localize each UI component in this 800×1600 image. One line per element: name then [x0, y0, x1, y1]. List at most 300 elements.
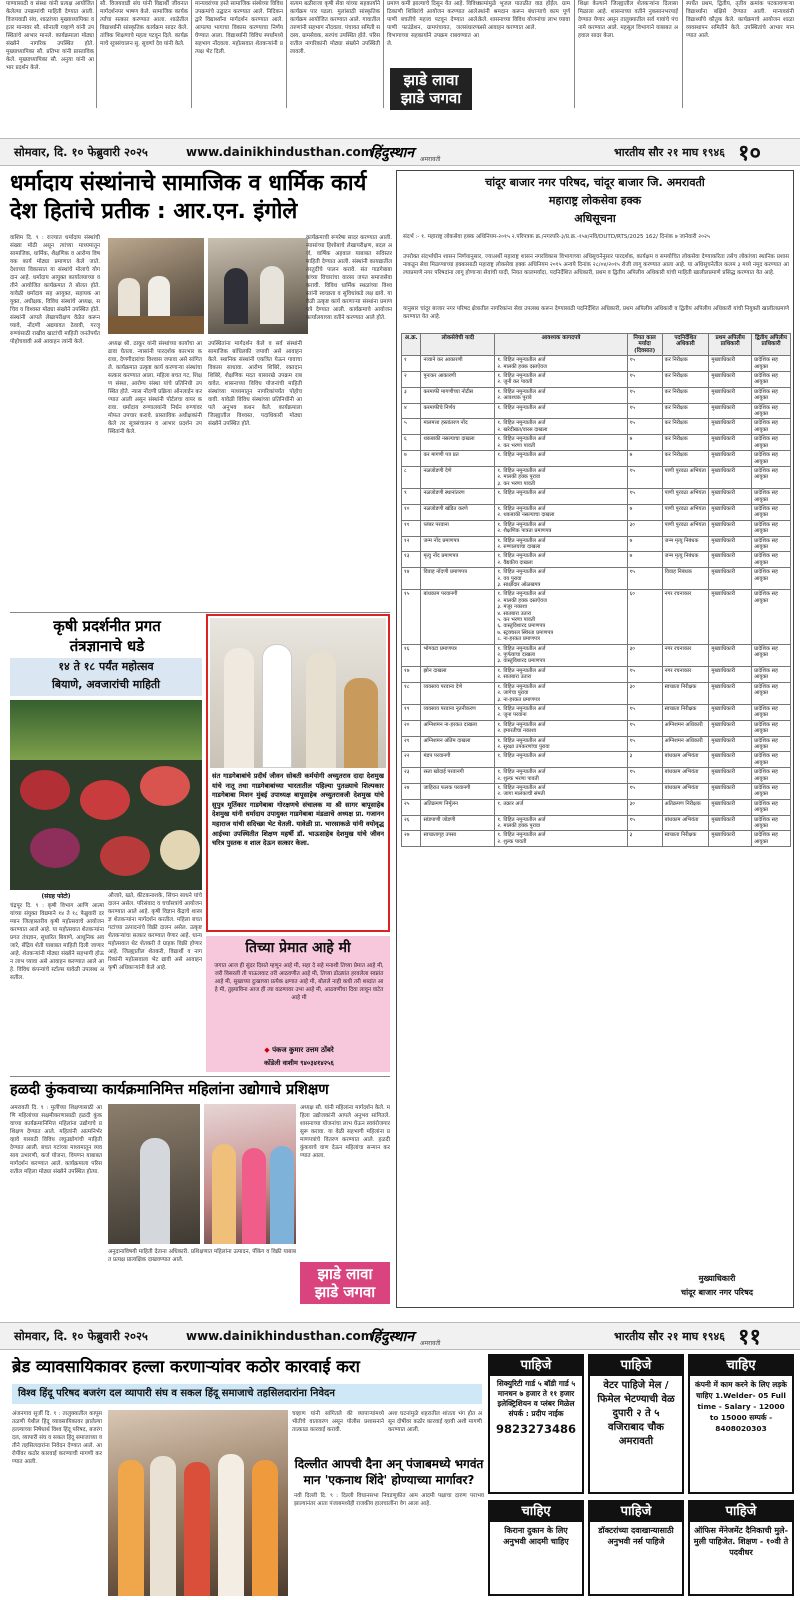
- poem-box: [206, 936, 390, 1072]
- notice-table-cell: मुख्याधिकारी: [709, 372, 752, 388]
- ad2-body: वेटर पाहिजे मेल / फिमेल भेटण्याची वेळ दुपारी २ ते ५ वजिराबाद चौक अमरावती: [597, 1380, 675, 1447]
- notice-table-cell: नळजोडणी देणे: [421, 466, 495, 488]
- notice-table-cell: १५: [627, 372, 662, 388]
- notice-table-cell: प्रादेशिक सह आयुक्त: [752, 536, 791, 552]
- haldi-column-1: अमरावती दि. ९ : मुलींच्या शिक्षणासाठी आणि महिलांच्या सक्षमीकरणासाठी हळदी कुंकवाच्या कार्यक्रमानिमित्त महिलांना उद्योगाचे प्रशिक्षण देण्यात आले. महिलांनी आत्मनिर्भर व्हावे यासाठी विविध लघुउद्योगांची माहिती देण्यात आली. बचत गटांच्या माध्यमातून व्यवसाय उभारणी, कर्ज योजना, विपणन याबाबत मार्गदर्शन करण्यात आले. कार्यक्रमाला परिसरातील महिला मोठ्या संख्येने उपस्थित होत्या.: [10, 1105, 102, 1175]
- delhi-headline: दिल्लीत आपची दैना अन् पंजाबमध्ये भगवंत मान 'एकनाथ शिंदे' होण्याच्या मार्गावर?: [294, 1457, 484, 1487]
- page2-number: ११: [738, 1325, 761, 1350]
- top-column-3: मान्यवरांच्या हस्ते सामाजिक संस्थेच्या विविध उपक्रमांचे उद्घाटन करण्यात आले. निदिकन द्वारे विद्यार्थ्यांना मार्गदर्शन करण्यात आले. आपल्या भागाचा विकास करण्याचा निर्णय घेण्यात आला. विद्यार्थ्यांनी विविध स्पर्धांमध्ये सहभाग नोंदवला. महोत्सवात शेतकऱ्यांनी प्रत्यक्ष भेट दिली.: [195, 1, 283, 55]
- notice-table-cell: मुख्याधिकारी: [709, 682, 752, 704]
- ad3-body: कंपनी में काम करने के लिए लड़के चाहिए 1.Welder- 05 Full time - Salary - 12000 to 15000 सम्पर्क - 8408020303: [695, 1380, 787, 1433]
- krushi-headline-line-2: तंत्रज्ञानाचे धडे: [69, 637, 145, 655]
- notice-table-cell: प्रादेशिक सह आयुक्त: [752, 466, 791, 488]
- notice-table-cell: १९: [402, 704, 421, 720]
- notice-sign-body: चांदूर बाजार नगर परिषद: [681, 1288, 753, 1297]
- notice-table-cell: प्रादेशिक सह आयुक्त: [752, 552, 791, 568]
- notice-table-cell: प्रादेशिक सह आयुक्त: [752, 520, 791, 536]
- notice-table-row: [402, 799, 791, 815]
- notice-table-cell: ३०: [627, 520, 662, 536]
- notice-table-cell: ७: [627, 552, 662, 568]
- notice-table-cell: मुख्याधिकारी: [709, 752, 752, 768]
- notice-table-cell: नगर रचनाकार: [662, 590, 709, 644]
- notice-table-cell: २१: [402, 736, 421, 752]
- notice-table-cell: १५: [402, 590, 421, 644]
- ad5-body: डॉक्टरांच्या दवाखान्यासाठी अनुभवी नर्स पाहिजे: [598, 1526, 674, 1546]
- notice-table-cell: कर निरीक्षक: [662, 387, 709, 403]
- notice-table-cell: अतिक्रमण निर्मूलन: [421, 799, 495, 815]
- notice-table-cell: १. विहित नमुन्यातील अर्ज २. शुल्क पावती: [495, 831, 627, 847]
- notice-table-cell: प्रादेशिक सह आयुक्त: [752, 419, 791, 435]
- notice-table-cell: प्रादेशिक सह आयुक्त: [752, 372, 791, 388]
- ad1-heading: पाहिजे: [490, 1356, 582, 1376]
- notice-table-cell: ३: [627, 752, 662, 768]
- notice-table-cell: १. विहित नमुन्यातील अर्ज: [495, 451, 627, 467]
- header2-date: सोमवार, दि. १० फेब्रुवारी २०२५: [14, 1328, 148, 1343]
- header-date: सोमवार, दि. १० फेब्रुवारी २०२५: [14, 144, 148, 159]
- notice-table-cell: ११: [402, 520, 421, 536]
- bread-headline: ब्रेड व्यावसायिकावर हल्ला करणाऱ्यांवर कठोर कारवाई करा: [12, 1357, 360, 1376]
- notice-table-cell: १५: [627, 815, 662, 831]
- notice-table-cell: १. विहित नमुन्यातील अर्ज २. खरेदीखत/वारस दाखला: [495, 419, 627, 435]
- notice-table-cell: ५: [402, 419, 421, 435]
- notice-table-cell: १. विहित नमुन्यातील अर्ज २. मालकी हक्क पुरावा: [495, 815, 627, 831]
- notice-table-cell: १३: [402, 552, 421, 568]
- notice-table-cell: नव्याने कर आकारणी: [421, 356, 495, 372]
- notice-table-cell: मुख्याधिकारी: [709, 704, 752, 720]
- notice-table-cell: ३०: [627, 644, 662, 666]
- notice-table-cell: बांधकाम अभियंता: [662, 752, 709, 768]
- notice-table-row: [402, 590, 791, 644]
- notice-table-cell: १. विहित नमुन्यातील अर्ज: [495, 403, 627, 419]
- notice-table-cell: १. विहित नमुन्यातील अर्ज २. शुल्क भरणा पावती: [495, 768, 627, 784]
- notice-table-row: [402, 752, 791, 768]
- notice-table-cell: मुख्याधिकारी: [709, 590, 752, 644]
- notice-table-cell: १५: [627, 720, 662, 736]
- classified-ad-6: [688, 1500, 794, 1596]
- notice-table-cell: १५: [627, 783, 662, 799]
- top-column-2: सौ. विजयवाडी संघ यांनी विद्यार्थी जीवनात मार्गदर्शनपर भाषण केले. सामाजिक कार्यकर्त्यांचा सत्कार करण्यात आला. शाळेतील विद्यार्थ्यांनी सांस्कृतिक कार्यक्रम सादर केले. तांत्रिक शिक्षणाचे महत्व पटवून दिले. कार्यक्रमाचे सूत्रसंचालन सु. सुवर्णा देव यांनी केले.: [100, 1, 188, 47]
- notice-table-cell: ७: [402, 451, 421, 467]
- notice-table-cell: १७: [402, 666, 421, 682]
- notice-table-cell: १. विहित नमुन्यातील अर्ज २. मालकी हक्क पुरावा ३. कर भरणा पावती: [495, 466, 627, 488]
- notice-table-cell: बांधकाम परवानगी: [421, 590, 495, 644]
- notice-references: संदर्भ :- १. महाराष्ट्र लोकसेवा हक्क अधिनियम-२०१५ २.परिपत्रक क्र./नगरपरि-३/प्र.क्र.-१५४/नवि/DUTD/RTS/2025 162/ दिनांक ७ जानेवारी २०२५: [403, 234, 710, 240]
- notice-table-cell: कर निरीक्षक: [662, 403, 709, 419]
- notice-table-row: [402, 520, 791, 536]
- krushi-column-1: चंद्रपूर दि. ९ : कृषी विभाग आणि आत्मा यांच्या संयुक्त विद्यमाने १४ ते १८ फेब्रुवारी दरम्यान जिल्हास्तरीय कृषी महोत्सवाचे आयोजन करण्यात आले आहे. या महोत्सवात शेतकऱ्यांना प्रगत तंत्रज्ञान, सुधारित बियाणे, आधुनिक अवजारे, सेंद्रिय शेती याबाबत माहिती दिली जाणार आहे. शेतकऱ्यांनी मोठ्या संख्येने सहभागी होऊन लाभ घ्यावा असे आवाहन करण्यात आले आहे. विविध कंपन्यांचे स्टॉल्स यावेळी उपलब्ध असतील.: [10, 903, 104, 981]
- notice-table-cell: प्रादेशिक सह आयुक्त: [752, 489, 791, 505]
- notice-table-cell: नळजोडणी स्थानांतरण: [421, 489, 495, 505]
- notice-table-cell: १. विहित नमुन्यातील अर्ज २. वय पुरावा ३. साक्षीदार ओळखपत्र: [495, 568, 627, 590]
- ingole-photo-2: [208, 238, 308, 334]
- notice-table-cell: ७: [627, 435, 662, 451]
- bread-column-1: अंजनगाव सुर्जी दि. ९ : तालुक्यातील कापूसतळणी येथील हिंदू व्यावसायिकावर झालेल्या हल्ल्याच्या निषेधार्थ विश्व हिंदू परिषद, बजरंग दल, व्यापारी संघ व सकल हिंदू समाजाच्या वतीने तहसिलदारांना निवेदन देण्यात आले. आरोपींवर कठोर कारवाई करण्याची मागणी करण्यात आली.: [12, 1411, 102, 1465]
- notice-table-cell: १. विहित नमुन्यातील अर्ज २. कर भरणा पावती: [495, 435, 627, 451]
- page-header-band-11: [0, 1322, 800, 1350]
- notice-table-cell: ७: [627, 504, 662, 520]
- notice-table-cell: १५: [627, 466, 662, 488]
- notice-table-cell: २७: [402, 831, 421, 847]
- notice-table-cell: मुख्याधिकारी: [709, 768, 752, 784]
- ad5-heading: पाहिजे: [590, 1502, 682, 1522]
- classified-ad-1: [488, 1354, 584, 1494]
- krushi-column-2: औजारे, खते, कीटकनाशके, सिंचन साधने यांचे दालन असेल. परिसंवाद व चर्चासत्रांचे आयोजन करण्यात आले आहे. कृषी विज्ञान केंद्राचे शास्त्रज्ञ शेतकऱ्यांना मार्गदर्शन करतील. महिला बचत गटांच्या उत्पादनांचे विक्री दालन असेल. उत्कृष्ट शेतकऱ्यांचा सत्कार करण्यात येणार आहे. धान्य महोत्सवात थेट शेतकरी ते ग्राहक विक्री होणार आहे. जिल्ह्यातील शेतकरी, विद्यार्थी व नागरिकांनी महोत्सवाला भेट द्यावी असे आवाहन कृषी अधिकाऱ्यांनी केले आहे.: [108, 893, 202, 971]
- top-column-6: कामांमुळे भूजल पातळीत वाढ होईल. ग्रामस्थांनी श्रमदान करून बंधाऱ्याचे काम पूर्ण केले. शासनाच्या विविध योजनांचा लाभ घ्यावा असे आवाहन करण्यात आले.: [478, 1, 570, 31]
- notice-table-cell: प्रादेशिक सह आयुक्त: [752, 768, 791, 784]
- newspaper-logo: हिंदुस्थान: [370, 144, 415, 161]
- top-column-5: प्रमाण कमी झाल्याचे दिसून येत आहे. विविध ठिकाणी शिबिरांचे आयोजन करण्यात आले. पाणी बचतीचे महत्त्व पटवून देण्यात आले. पाणी फाउंडेशन, ग्रामपंचायत, जलसंधारण विभागाच्या सहकार्याने उपक्रम राबवण्यात आले.: [387, 1, 479, 47]
- notice-table-header: अ.क्र.: [402, 334, 421, 356]
- notice-table-cell: मुख्याधिकारी: [709, 451, 752, 467]
- notice-table-cell: प्रादेशिक सह आयुक्त: [752, 736, 791, 752]
- notice-table-cell: २: [402, 372, 421, 388]
- bottom-slogan-line-2: झाडे जगवा: [314, 1283, 376, 1301]
- notice-table-cell: मंडप परवानगी: [421, 752, 495, 768]
- notice-table-row: [402, 568, 791, 590]
- notice-table-row: [402, 419, 791, 435]
- notice-table-cell: मुख्याधिकारी: [709, 552, 752, 568]
- notice-table-cell: प्रादेशिक सह आयुक्त: [752, 356, 791, 372]
- notice-table-row: [402, 704, 791, 720]
- notice-table-row: [402, 536, 791, 552]
- krushi-sub-1: १४ ते १८ पर्यंत महोत्सव: [58, 660, 154, 673]
- notice-table-cell: प्रादेशिक सह आयुक्त: [752, 644, 791, 666]
- notice-table-cell: मुख्याधिकारी: [709, 783, 752, 799]
- classified-ad-5: [588, 1500, 684, 1596]
- notice-table-cell: १८: [402, 682, 421, 704]
- notice-table-cell: प्रादेशिक सह आयुक्त: [752, 451, 791, 467]
- notice-table-cell: मुख्याधिकारी: [709, 387, 752, 403]
- notice-table-row: [402, 552, 791, 568]
- notice-table-cell: थकबाकी नसल्याचा दाखला: [421, 435, 495, 451]
- notice-table-cell: मुख्याधिकारी: [709, 504, 752, 520]
- notice-table-cell: विवाह निबंधक: [662, 568, 709, 590]
- notice-table-cell: ४: [402, 403, 421, 419]
- delhi-body: नवी दिल्ली दि. ९ : दिल्ली विधानसभा निवडणुकीत आम आदमी पक्षाचा दारुण पराभव झाल्यानंतर आता पंजाबमध्येही राजकीय हालचालींना वेग आला आहे.: [294, 1493, 484, 1507]
- gadgebaba-caption: संत गाडगेबाबांचे प्रदीर्घ जीवन सोबती कर्मयोगी अच्युतराव दादा देशमुख यांचे नातू तथा गाडगेबाबांच्या भारतातील पहिल्या पुतळ्याचे शिल्पकार गाडगेबाबा मिशन मुंबई उपाध्यक्ष बापूसाहेब अच्युतरावजी देशमुख यांचे सुपुत्र मूर्तिकार गाडगेबाबा गोरक्षणचे संचालक मा श्री सागर बापूसाहेब देशमुख यांनी धर्मादाय उपायुक्त गाडगेबाबा मंडळाचे अध्यक्ष प्रा. गजानन महाराज यांची सदिच्छा भेट घेतली. यावेळी प्रा. भारसाकळे यांनी वयोवृद्ध आईच्या उपस्थितीत शिक्षण महर्षी डॉ. भाऊसाहेब देशमुख यांचे जीवन चरित्र पुस्तक व शाल देऊन सत्कार केला.: [212, 772, 384, 848]
- poem-author-icon: ◆: [264, 1046, 273, 1054]
- ingole-photo-1: [108, 238, 204, 334]
- notice-table-cell: नगर रचनाकार: [662, 666, 709, 682]
- notice-table-row: [402, 403, 791, 419]
- classified-ad-3: [688, 1354, 794, 1494]
- bread-subheading: विश्व हिंदू परिषद बजरंग दल व्यापारी संघ व सकल हिंदू समाजाचे तहसिलदारांना निवेदन: [12, 1384, 482, 1404]
- top-column-1: पाण्यासाठी व संस्था यांनी प्रत्यक्ष आयोजित केलेल्या उपक्रमांची माहिती देण्यात आली. विजयवाडी संघ, शाळांच्या मुख्याध्यापिका व इतर मान्यवर सौ. सोनाली गव्हाणे यांनी उपस्थितांचे आभार मानले. कार्यक्रमाला मोठ्या संख्येने नागरिक उपस्थित होते. मुख्याध्यापिका सौ. प्रतिभा यांनी प्रास्ताविक केले. मुख्याध्यापिका सौ. अनुया यांनी आभार प्रदर्शन केले.: [6, 1, 94, 71]
- notice-table-cell: कर निरीक्षक: [662, 435, 709, 451]
- notice-table-cell: १४: [402, 568, 421, 590]
- krushi-headline-line-1: कृषी प्रदर्शनीत प्रगत: [53, 617, 161, 635]
- header2-website: www.dainikhindusthan.com: [186, 1329, 374, 1343]
- ad3-heading: चाहिए: [690, 1356, 792, 1376]
- notice-title: चांदूर बाजार नगर परिषद, चांदूर बाजार जि. अमरावती: [485, 176, 705, 189]
- notice-sign-title: मुख्याधिकारी: [698, 1274, 736, 1283]
- notice-table-cell: कर निरीक्षक: [662, 451, 709, 467]
- notice-table-cell: प्रादेशिक सह आयुक्त: [752, 590, 791, 644]
- header2-saur-date: भारतीय सौर २१ माघ १९४६: [614, 1329, 725, 1343]
- notice-table-cell: अग्निशमन अंतिम दाखला: [421, 736, 495, 752]
- page-header-band-10: [0, 138, 800, 166]
- ad1-body: सिक्युरिटी गार्ड ५ बॉडी गार्ड ५ मानधन ७ हजार ते ११ हजार इलेक्ट्रिशियन व प्लंबर मिळेल संपर्क : प्रदीप नाईक: [496, 1379, 576, 1418]
- notice-table-cell: प्रादेशिक सह आयुक्त: [752, 682, 791, 704]
- notice-table-cell: जन्म मृत्यु निबंधक: [662, 552, 709, 568]
- top-column-4: सत्यम बळीराजा कृषी सेवा यांच्या सहकार्याने कार्यक्रम पार पडला. मुलांसाठी सांस्कृतिक कार्यक्रम आयोजित करण्यात आले. गावातील तरुणांनी सहभाग नोंदवला. पंचायत समिती सदस्य, ग्रामसेवक, सरपंच उपस्थित होते. परिसरातील नागरिकांनी मोठ्या संख्येने उपस्थिती लावली.: [290, 1, 380, 55]
- classified-ad-4: [488, 1500, 584, 1596]
- poem-author-name: पंकज कुमार उत्तम ठोंबरे: [272, 1046, 334, 1054]
- notice-subtitle: महाराष्ट्र लोकसेवा हक्क: [548, 194, 642, 207]
- notice-table-cell: १५: [627, 768, 662, 784]
- notice-table-cell: २०: [402, 720, 421, 736]
- haldi-caption: अनुदानाविषयी माहिती देताना अधिकारी. प्रशिक्षणात महिलांना उत्पादन, पॅकिंग व विक्री याबाबत प्रत्यक्ष प्रात्यक्षिक दाखवण्यात आले.: [108, 1249, 296, 1263]
- notice-table-cell: १५: [627, 387, 662, 403]
- notice-table-cell: अग्निशमन अधिकारी: [662, 720, 709, 736]
- notice-table-cell: मुख्याधिकारी: [709, 799, 752, 815]
- notice-table-cell: मृत्यु नोंद प्रमाणपत्र: [421, 552, 495, 568]
- ingole-column-2: अध्यक्ष श्री. ठाकूर यांनी संस्थांच्या कार्याचा आढावा घेतला. न्यासांनी पारदर्शक कारभार करावा, देणगीदारांचा विश्वास जपावा असे सांगितले. कार्यक्रमात उत्कृष्ट कार्य करणाऱ्या संस्थांचा सत्कार करण्यात आला. महिला बचत गट, शिक्षण संस्था, आरोग्य संस्था यांचे प्रतिनिधी उपस्थित होते. न्यास नोंदणी प्रक्रिया ऑनलाईन करण्यात आली असून संस्थांनी पोर्टलचा वापर करावा. धर्मादाय रुग्णालयांनी निर्धन रुग्णांवर मोफत उपचार करावे. प्रास्ताविक अधीक्षकांनी केले तर सूत्रसंचालन व आभार प्रदर्शन उपस्थितांनी केले.: [108, 341, 202, 435]
- notice-table-cell: मुख्याधिकारी: [709, 520, 752, 536]
- notice-table-cell: १. विहित नमुन्यातील अर्ज २. इमारतीचा नकाशा: [495, 720, 627, 736]
- gadgebaba-photo: [210, 618, 386, 768]
- notice-table-cell: २४: [402, 783, 421, 799]
- notice-table-cell: मुख्याधिकारी: [709, 356, 752, 372]
- krushi-photo-caption: (संग्रह फोटो): [41, 893, 71, 900]
- ingole-column-4: कार्यक्रमाची रूपरेषा सादर करण्यात आली. न्यासांच्या हिशोबाचे लेखापरीक्षण, बदल अर्ज, वार्षिक अहवाल याबाबत सविस्तर माहिती देण्यात आली. संस्थांनी कायद्यातील तरतुदींचे पालन करावे. संत गाडगेबाबा यांच्या विचारांचा वारसा जपत समाजसेवा करावी. विविध धार्मिक स्थळांच्या विश्वस्तांनी स्वच्छता व सुविधांकडे लक्ष द्यावे. या वेळी उत्कृष्ट कार्य करणाऱ्या संस्थांना प्रमाणपत्रे देण्यात आली. कार्यक्रमाचे आयोजन कार्यालयाच्या वतीने करण्यात आले होते.: [306, 235, 392, 321]
- notice-table-cell: २२: [402, 752, 421, 768]
- notice-table-cell: १: [402, 356, 421, 372]
- notice-table-cell: प्रादेशिक सह आयुक्त: [752, 831, 791, 847]
- header-website: www.dainikhindusthan.com: [186, 145, 374, 159]
- notice-table-cell: कर निरीक्षक: [662, 372, 709, 388]
- top-slogan-line-1: झाडे लावा: [403, 71, 459, 89]
- notice-table-cell: १५: [627, 704, 662, 720]
- notice-table-cell: १. विहित नमुन्यातील अर्ज २. पूर्णत्वाचा दाखला ३. वास्तुविशारद प्रमाणपत्र: [495, 644, 627, 666]
- notice-table-cell: कर निरीक्षक: [662, 419, 709, 435]
- notice-table-cell: मुख्याधिकारी: [709, 736, 752, 752]
- notice-table-cell: जन्म मृत्यु निबंधक: [662, 536, 709, 552]
- notice-heading: अधिसूचना: [574, 212, 616, 225]
- notice-table-cell: प्रादेशिक सह आयुक्त: [752, 704, 791, 720]
- notice-table-cell: पाणी पुरवठा अभियंता: [662, 504, 709, 520]
- notice-table-cell: सांडपाणी जोडणी: [421, 815, 495, 831]
- ad2-heading: पाहिजे: [590, 1356, 682, 1376]
- notice-table-cell: अग्निशमन ना-हरकत दाखला: [421, 720, 495, 736]
- notice-table-cell: पाणी पुरवठा अभियंता: [662, 466, 709, 488]
- krushi-headline: [12, 616, 202, 656]
- notice-table-cell: ३०: [627, 799, 662, 815]
- notice-table-cell: पाणी पुरवठा अभियंता: [662, 520, 709, 536]
- krushi-vegetable-photo: [10, 700, 202, 890]
- haldi-headline: हळदी कुंकवाच्या कार्यक्रमानिमित्त महिलांना उद्योगाचे प्रशिक्षण: [10, 1082, 329, 1098]
- notice-table-row: [402, 435, 791, 451]
- krushi-subheading-box: [10, 658, 202, 696]
- notice-table-cell: भोगवटा प्रमाणपत्र: [421, 644, 495, 666]
- krushi-sub-2: बियाणे, अवजारांची माहिती: [51, 678, 161, 691]
- notice-table-cell: मुख्याधिकारी: [709, 815, 752, 831]
- notice-table-cell: रस्ता खोदाई परवानगी: [421, 768, 495, 784]
- notice-table-cell: ७: [627, 451, 662, 467]
- notice-table-cell: मुख्याधिकारी: [709, 720, 752, 736]
- bread-column-3: चव्हाण यांनी सांगितले की व्यापाऱ्यांमध्ये भीतीचे वातावरण असून पोलीस प्रशासनाने तात्काळ कारवाई करावी.: [292, 1411, 384, 1433]
- notice-table-header: लोकसेवेची यादी: [421, 334, 495, 356]
- notice-table-cell: मुख्याधिकारी: [709, 419, 752, 435]
- top-slogan-box: [390, 68, 472, 110]
- notice-table-cell: १. विहित नमुन्यातील अर्ज २. जागा मालकाची संमती: [495, 783, 627, 799]
- notice-table-cell: ६०: [627, 590, 662, 644]
- notice-table-cell: मुख्याधिकारी: [709, 435, 752, 451]
- notice-table-row: [402, 720, 791, 736]
- bottom-slogan-box: [300, 1262, 390, 1304]
- notice-table-cell: २६: [402, 815, 421, 831]
- notice-table-cell: १. विहित नमुन्यातील अर्ज २. वैद्यकीय दाखला: [495, 552, 627, 568]
- notice-table-cell: १५: [627, 403, 662, 419]
- notice-table-cell: १. विहित नमुन्यातील अर्ज २. सुरक्षा उपकरणांचा पुरावा: [495, 736, 627, 752]
- notice-table-cell: १. विहित नमुन्यातील अर्ज: [495, 489, 627, 505]
- haldi-column-3: अध्यक्ष सौ. यांनी महिलांना मार्गदर्शन केले. महिला उद्योजकांनी आपले अनुभव सांगितले. शासनाच्या योजनांचा लाभ घेऊन स्वयंरोजगार सुरू करावा. या वेळी सहभागी महिलांना प्रमाणपत्रांचे वितरण करण्यात आले. हळदी कुंकवाचे वाण देऊन महिलांचा सन्मान करण्यात आला.: [300, 1105, 390, 1159]
- ad4-body: किराना दुकान के लिए अनुभवी आदमी चाहिए: [503, 1526, 569, 1546]
- notice-table-row: [402, 783, 791, 799]
- haldi-photo-2: [204, 1104, 296, 1244]
- notice-table-cell: नगर रचनाकार: [662, 644, 709, 666]
- header-saur-date: भारतीय सौर २१ माघ १९४६: [614, 145, 725, 159]
- page-number: १०: [738, 141, 761, 166]
- poem-author: [214, 1046, 384, 1055]
- notice-table-cell: प्रादेशिक सह आयुक्त: [752, 435, 791, 451]
- notice-table-cell: मुख्याधिकारी: [709, 489, 752, 505]
- newspaper2-logo: हिंदुस्थान: [370, 1328, 415, 1345]
- notice-table-row: [402, 644, 791, 666]
- notice-table-cell: १५: [627, 356, 662, 372]
- notice-table-cell: मुख्याधिकारी: [709, 666, 752, 682]
- notice-table-cell: नळजोडणी खंडित करणे: [421, 504, 495, 520]
- ingole-headline: धर्मादाय संस्थांनाचे सामाजिक व धार्मिक कार्य देश हितांचे प्रतीक : आर.एन. इंगोले: [10, 171, 367, 224]
- notice-table-cell: प्रादेशिक सह आयुक्त: [752, 720, 791, 736]
- ad4-heading: चाहिए: [490, 1502, 582, 1522]
- notice-table-cell: मुख्याधिकारी: [709, 403, 752, 419]
- notice-table-cell: प्रादेशिक सह आयुक्त: [752, 387, 791, 403]
- top-column-7: शिक्षा केल्याने जिल्ह्यातील शेतकऱ्यांना दिलासा मिळाला आहे. शासनाच्या वतीने नुकसानभरपाई देण्यात येणार असून तालुक्यातील सर्व गावांचे पंचनामे करण्यात आले. महसूल विभागाने याबाबत अहवाल सादर केला.: [578, 1, 678, 39]
- ad6-body: ऑफिस मेंनेजमेंट दैनिकाची मुले-मुली पाहिजेत. शिक्षण - १०वी ते पदवीधर: [693, 1526, 789, 1557]
- notice-table-header: प्रथम अपिलीय प्राधिकारी: [709, 334, 752, 356]
- poem-body: जगात आज ही सुंदर दिसते म्हणून आहे मी, सहा दे सहे मनाशी तिच्या प्रेमात आहे मी, जरी विसरली ती पाऊलवाट तरी आठवणीत आहे मी, तिच्या डोळ्यांत हरवलेला स्वप्नांत आहे मी, सुखाच्या दुःखाच्या प्रत्येक क्षणात आहे मी, बोलले नाही कधी तरी शब्दांत आहे मी, तुझ्याविना आज ही त्या वळणावर उभा आहे मी, आठवणींचा दिवा लावून वाटेत आहे मी: [214, 963, 384, 1001]
- notice-table-row: [402, 768, 791, 784]
- notice-table-cell: ९: [402, 489, 421, 505]
- notice-table-header: आवश्यक कागदपत्रे: [495, 334, 627, 356]
- notice-table-cell: १५: [627, 489, 662, 505]
- notice-table-cell: अग्निशमन अधिकारी: [662, 736, 709, 752]
- lokseva-notice: [396, 170, 794, 1308]
- ad6-heading: पाहिजे: [690, 1502, 792, 1522]
- notice-table-cell: जाहिरात फलक परवानगी: [421, 783, 495, 799]
- notice-table-row: [402, 356, 791, 372]
- haldi-photo-1: [108, 1104, 200, 1244]
- newspaper2-edition: अमरावती: [420, 1340, 441, 1347]
- notice-table-cell: १५: [627, 736, 662, 752]
- bread-column-4: अशा घटनांमुळे शहरातील शांतता भंग होत असून दोषींवर कठोर कारवाई व्हावी अशी मागणी करण्यात आली.: [388, 1411, 482, 1433]
- notice-table-cell: २५: [402, 799, 421, 815]
- notice-table-row: [402, 504, 791, 520]
- notice-table-cell: मुख्याधिकारी: [709, 831, 752, 847]
- notice-table-cell: जन्म नोंद प्रमाणपत्र: [421, 536, 495, 552]
- ingole-column-3: उपस्थितांना मार्गदर्शन केले व सर्व संस्थांनी सामाजिक बांधिलकी जपावी असे आवाहन केले. स्थानिक संस्थांनी एकत्रित येऊन गावाचा विकास साधावा. आरोग्य शिबिरे, रक्तदान शिबिरे, शैक्षणिक मदत यासारखे उपक्रम राबवावेत. शासनाच्या विविध योजनांची माहिती संस्थांच्या माध्यमातून नागरिकांपर्यंत पोहोचवावी. यावेळी विविध संस्थांच्या प्रतिनिधींनी आपले अनुभव कथन केले. कार्यक्रमाला जिल्ह्यातील विश्वस्त, पदाधिकारी मोठ्या संख्येने उपस्थित होते.: [208, 341, 302, 427]
- notice-table-cell: प्रादेशिक सह आयुक्त: [752, 783, 791, 799]
- poem-place: कोंडेली वाशीम ९४०३४१४२५६: [264, 1059, 334, 1067]
- notice-table-cell: अतिक्रमण निरीक्षक: [662, 799, 709, 815]
- gadgebaba-box: [206, 614, 390, 932]
- notice-table-cell: १५: [627, 419, 662, 435]
- notice-table-cell: ३०: [627, 682, 662, 704]
- notice-table-cell: १२: [402, 536, 421, 552]
- notice-table-header: पदनिर्देशित अधिकारी: [662, 334, 709, 356]
- notice-table-row: [402, 666, 791, 682]
- notice-table-row: [402, 489, 791, 505]
- notice-table-cell: स्वच्छता निरीक्षक: [662, 682, 709, 704]
- notice-table-cell: १. विहित नमुन्यातील अर्ज २. सातबारा उतारा: [495, 666, 627, 682]
- notice-table-cell: १. तक्रार अर्ज: [495, 799, 627, 815]
- notice-table: [401, 333, 791, 847]
- notice-table-header: द्वितीय अपिलीय प्राधिकारी: [752, 334, 791, 356]
- notice-table-cell: १. विहित नमुन्यातील अर्ज २. मालकी हक्क दस्तऐवज: [495, 356, 627, 372]
- notice-table-cell: प्रादेशिक सह आयुक्त: [752, 666, 791, 682]
- notice-table-cell: पाणी पुरवठा अभियंता: [662, 489, 709, 505]
- notice-table-cell: १. विहित नमुन्यातील अर्ज २. शैक्षणिक पात्रता प्रमाणपत्र: [495, 520, 627, 536]
- notice-table-cell: प्लंबर परवाना: [421, 520, 495, 536]
- notice-table-cell: १. विहित नमुन्यातील अर्ज २. रुग्णालयाचा दाखला: [495, 536, 627, 552]
- bottom-slogan-line-1: झाडे लावा: [317, 1265, 373, 1283]
- notice-table-cell: १०: [402, 504, 421, 520]
- notice-table-row: [402, 387, 791, 403]
- notice-table-cell: स्वच्छता निरीक्षक: [662, 704, 709, 720]
- notice-table-cell: प्रादेशिक सह आयुक्त: [752, 815, 791, 831]
- notice-table-row: [402, 372, 791, 388]
- notice-table-cell: ३: [627, 831, 662, 847]
- notice-table-row: [402, 736, 791, 752]
- notice-intro: उपरोक्त संदर्भाधीन शासन निर्णयानुसार, ज्याअर्थी महाराष्ट्र शासन नगरविकास विभागाच्या अधिसूचनेनुसार पारदर्शक, कार्यक्षम व समयोचित लोकसेवा देण्याकरिता तसेच लोकांच्या स्थानिक प्रशासनाकडून सेवा मिळण्याच्या हक्कासाठी महाराष्ट्र लोकसेवा हक्क अधिनियम २०१५ अन्वये दिनांक २८/०४/२०१५ रोजी लागू करण्यात आला आहे. या अधिसूचनेतील कलम ३ मध्ये नमूद करण्यात आल्याप्रमाणे नगर परिषदांना लागू होणाऱ्या सेवांची यादी, नियत कालमर्यादा, पदनिर्देशित अधिकारी, प्रथम व द्वितीय अपिलीय अधिकारी यांची माहिती खालीलप्रमाणे प्रसिद्ध करण्यात येत आहे.: [403, 254, 789, 276]
- bread-photo: [108, 1410, 288, 1596]
- notice-table-cell: ३: [402, 387, 421, 403]
- notice-table-cell: व्यवसाय परवाना नूतनीकरण: [421, 704, 495, 720]
- notice-table-cell: १६: [402, 644, 421, 666]
- notice-table-cell: प्रादेशिक सह आयुक्त: [752, 799, 791, 815]
- notice-table-cell: कर मागणी पत्र प्रत: [421, 451, 495, 467]
- notice-table-cell: प्रादेशिक सह आयुक्त: [752, 752, 791, 768]
- ingole-column-1: वाशिम दि. ९ : राज्यात धर्मादाय संस्थांची संख्या मोठी असून त्यांच्या माध्यमातून सामाजिक, धार्मिक, शैक्षणिक व आरोग्य विषयक कार्य मोठ्या प्रमाणात केले जाते. देशाच्या विकासात या संस्थांचे मोलाचे योगदान आहे. धर्मादाय आयुक्त कार्यालयाच्या वतीने आयोजित कार्यक्रमात ते बोलत होते. यावेळी धर्मादाय सह आयुक्त, सहायक आयुक्त, अधीक्षक, विविध संस्थांचे अध्यक्ष, सचिव व विश्वस्त मोठ्या संख्येने उपस्थित होते. संस्थांनी आपले लेखापरीक्षण वेळेत करून घ्यावे, नोंदणी अद्ययावत ठेवावी, गरजू रुग्णांसाठी राखीव खाटांची माहिती जनतेपर्यंत पोहोचवावी असे आवाहन त्यांनी केले.: [10, 235, 100, 345]
- notice-table-cell: मुख्याधिकारी: [709, 536, 752, 552]
- notice-table-cell: कर निरीक्षक: [662, 356, 709, 372]
- notice-table-cell: मुख्याधिकारी: [709, 568, 752, 590]
- notice-table-cell: १. विहित नमुन्यातील अर्ज २. जुना परवाना: [495, 704, 627, 720]
- notice-table-cell: प्रादेशिक सह आयुक्त: [752, 504, 791, 520]
- notice-table-cell: प्रादेशिक सह आयुक्त: [752, 403, 791, 419]
- notice-table-cell: १. विहित नमुन्यातील अर्ज २. थकबाकी नसल्याचा दाखला: [495, 504, 627, 520]
- notice-table-cell: ६: [402, 435, 421, 451]
- notice-table-row: [402, 466, 791, 488]
- notice-table-header: नियत काल मर्यादा (दिवसात): [627, 334, 662, 356]
- classified-ad-2: [588, 1354, 684, 1494]
- ad1-phone: 9823273486: [495, 1422, 577, 1436]
- notice-table-row: [402, 451, 791, 467]
- newspaper-edition: अमरावती: [420, 156, 441, 163]
- top-slogan-line-2: झाडे जगवा: [400, 89, 462, 107]
- notice-table-cell: ८: [402, 466, 421, 488]
- notice-table-cell: करमाफी मागणीच्या नोटीस: [421, 387, 495, 403]
- notice-table-cell: १. विहित नमुन्यातील अर्ज: [495, 752, 627, 768]
- notice-table-cell: प्रादेशिक सह आयुक्त: [752, 568, 791, 590]
- notice-table-cell: बांधकाम अभियंता: [662, 768, 709, 784]
- notice-table-row: [402, 815, 791, 831]
- notice-table-row: [402, 682, 791, 704]
- notice-table-cell: १. विहित नमुन्यातील अर्ज २. जुनी कर पावती: [495, 372, 627, 388]
- notice-table-cell: मुख्याधिकारी: [709, 644, 752, 666]
- poem-title: तिच्या प्रेमात आहे मी: [245, 940, 351, 956]
